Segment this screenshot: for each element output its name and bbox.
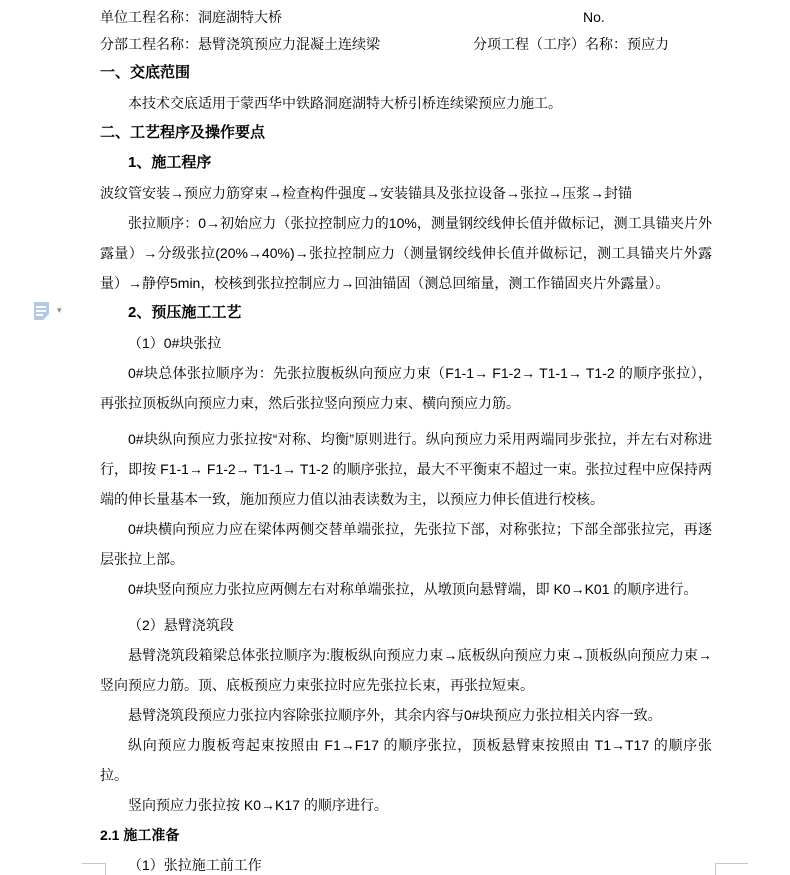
heading-precompression-label: 2、预压施工工艺	[128, 304, 242, 321]
para-block0-transverse: 0#块横向预应力应在梁体两侧交替单端张拉，先张拉下部，对称张拉；下部全部张拉完，再逐层张拉上部。	[100, 521, 712, 567]
header-line-1	[100, 4, 712, 31]
page-margin-mark-right	[715, 863, 748, 875]
para-block0-overall-sequence: 0#块总体张拉顺序为：先张拉腹板纵向预应力束（F1-1→ F1-2→ T1-1→ T1-2 的顺序张拉），再张拉顶板纵向预应力束，然后张拉竖向预应力束、横向预应力筋。	[100, 365, 712, 411]
para-scope-text: 本技术交底适用于蒙西华中铁路洞庭湖特大桥引桥连续梁预应力施工。	[128, 95, 562, 111]
para-cantilever-overall-sequence: 悬臂浇筑段箱梁总体张拉顺序为:腹板纵向预应力束→底板纵向预应力束→顶板纵向预应力束→竖向预应力筋。顶、底板预应力束张拉时应先张拉长束，再张拉短束。	[100, 647, 712, 693]
para-block0-tension-title: （1）0#块张拉	[128, 335, 222, 351]
doc-number-label: No.	[583, 9, 605, 25]
document-icon	[34, 302, 49, 320]
heading-precompression-process	[57, 298, 712, 328]
unit-project-name: 单位工程名称：洞庭湖特大桥	[100, 9, 282, 25]
heading-construction-procedure: 1、施工程序	[128, 154, 212, 171]
heading-process-and-key-points: 二、工艺程序及操作要点	[100, 124, 266, 141]
chevron-down-icon: ▾	[57, 305, 62, 315]
document-content	[57, 4, 712, 875]
subitem-project-name: 分项工程（工序）名称：预应力	[473, 36, 669, 52]
page-margin-mark-left	[82, 863, 106, 875]
para-cantilever-same-content: 悬臂浇筑段预应力张拉内容除张拉顺序外，其余内容与0#块预应力张拉相关内容一致。	[128, 707, 662, 723]
para-cantilever-segment-title: （2）悬臂浇筑段	[128, 617, 234, 633]
para-block0-longitudinal: 0#块纵向预应力张拉按“对称、均衡”原则进行。纵向预应力采用两端同步张拉，并左右对称进行，即按 F1-1→ F1-2→ T1-1→ T1-2 的顺序张拉，最大不平衡束不超过一束。张拉过程中应保持两端的伸长量基本一致，施加预应力值以油表读数为主，以预应力伸长值进行校核。	[100, 431, 712, 507]
style-options-widget[interactable]	[34, 302, 68, 322]
para-procedure-flow: 波纹管安装→预应力筋穿束→检查构件强度→安装锚具及张拉设备→张拉→压浆→封锚	[100, 185, 632, 201]
para-block0-vertical: 0#块竖向预应力张拉应两侧左右对称单端张拉，从墩顶向悬臂端，即 K0→K01 的顺序进行。	[128, 581, 698, 597]
header-line-2	[100, 31, 712, 58]
heading-construction-preparation: 2.1 施工准备	[100, 827, 180, 843]
para-pre-tensioning-work: （1）张拉施工前工作	[128, 857, 262, 873]
heading-disclosure-scope: 一、交底范围	[100, 64, 191, 81]
para-vertical-k0-k17: 竖向预应力张拉按 K0→K17 的顺序进行。	[128, 797, 388, 813]
para-longitudinal-f1-f17: 纵向预应力腹板弯起束按照由 F1→F17 的顺序张拉，顶板悬臂束按照由 T1→T17 的顺序张拉。	[100, 737, 712, 783]
para-tensioning-sequence: 张拉顺序：0→初始应力（张拉控制应力的10%，测量钢绞线伸长值并做标记，测工具锚夹片外露量）→分级张拉(20%→40%)→张拉控制应力（测量钢绞线伸长值并做标记，测工具锚夹片外露量）→静停5min，校核到张拉控制应力→回油锚固（测总回缩量，测工作锚固夹片外露量）。	[100, 215, 712, 291]
division-project-name: 分部工程名称：悬臂浇筑预应力混凝土连续梁	[100, 36, 380, 52]
